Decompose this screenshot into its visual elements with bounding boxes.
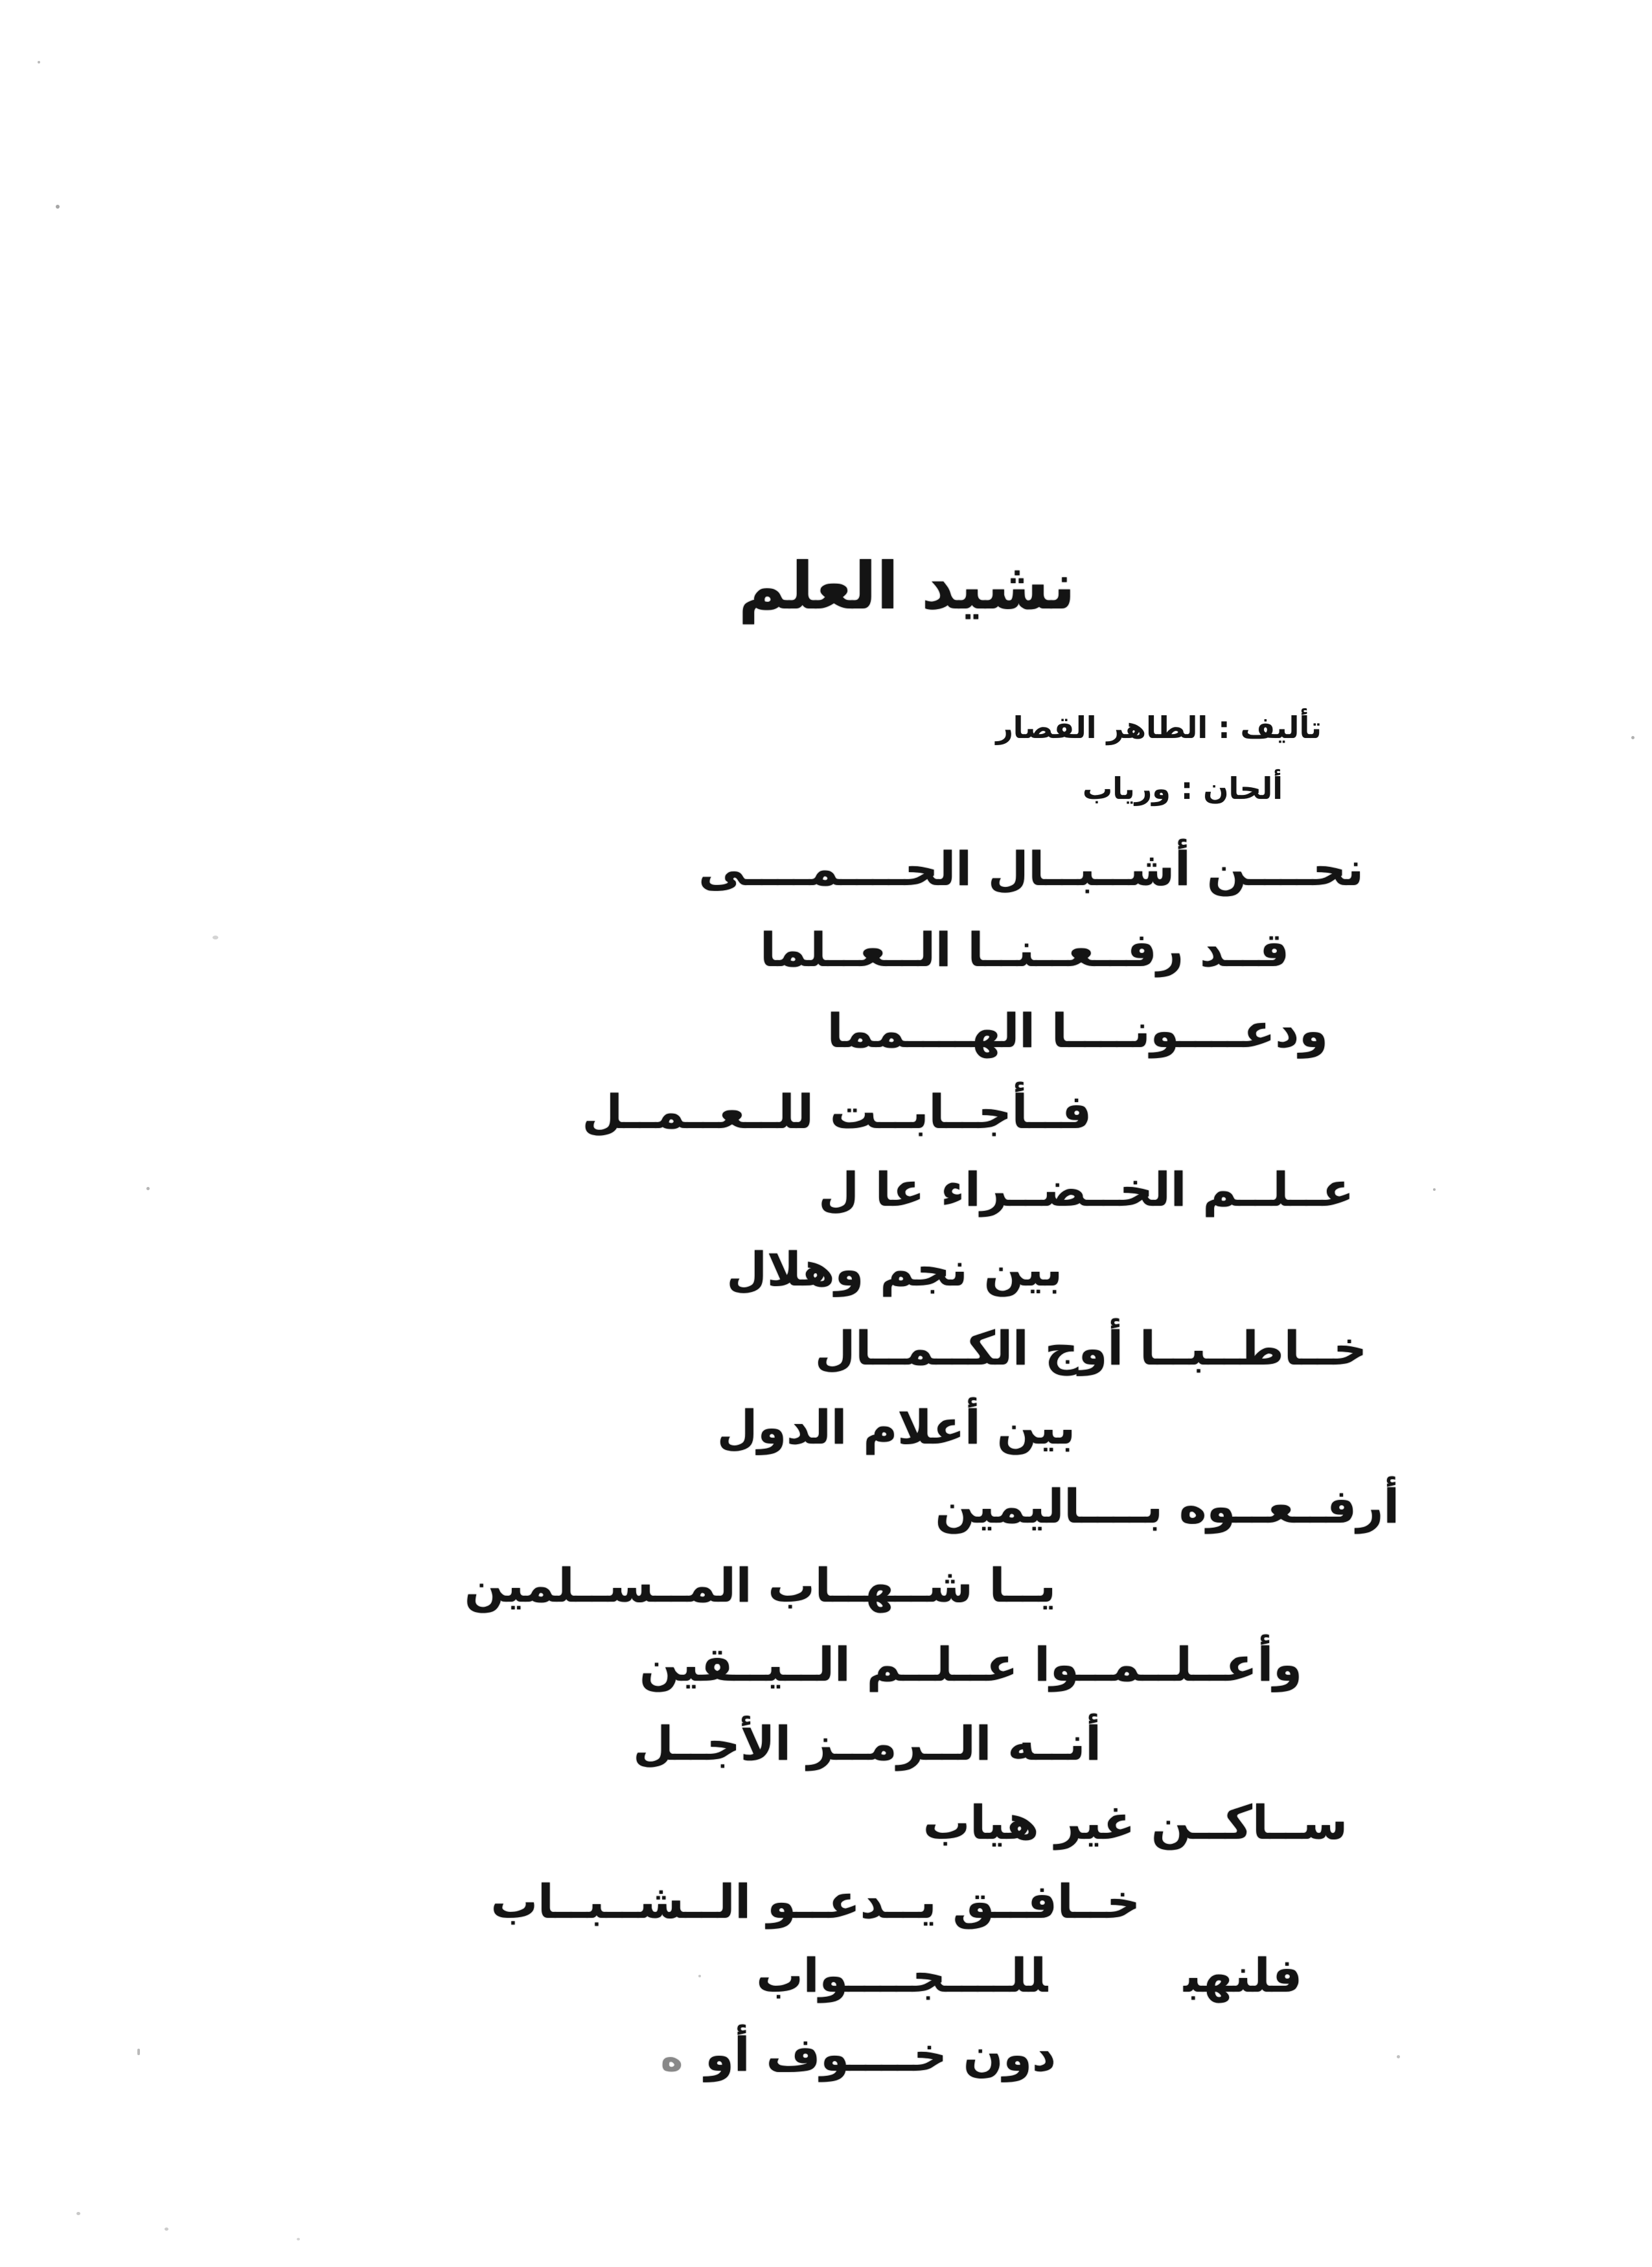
poem-line-6: بين نجم وهلال bbox=[726, 1242, 1062, 1296]
poem-line-12: أنــه الــرمــز الأجــل bbox=[633, 1716, 1101, 1771]
scan-noise-speck bbox=[146, 1187, 150, 1190]
poem-line-11: وأعــلــمــوا عــلــم الــيــقين bbox=[639, 1637, 1302, 1692]
poem-line-2: قــد رفــعــنــا الــعــلما bbox=[760, 923, 1289, 977]
poem-line-14: خــافــق يــدعــو الــشــبــاب bbox=[490, 1874, 1140, 1929]
credit-composer-line: ألحان : ورياب bbox=[1083, 771, 1283, 806]
scan-noise-speck bbox=[38, 61, 40, 63]
poem-line-16 bbox=[661, 2028, 1056, 2082]
scan-noise-speck bbox=[1433, 1188, 1436, 1191]
scan-noise-speck bbox=[698, 1975, 701, 1977]
scan-noise-speck bbox=[212, 936, 218, 939]
poem-line-3: ودعــــونــــا الهــــمما bbox=[827, 1004, 1328, 1058]
poem-line-4: فــأجــابــت للــعــمــل bbox=[582, 1085, 1092, 1139]
scan-noise-speck bbox=[1631, 736, 1635, 739]
scan-noise-speck bbox=[297, 2238, 300, 2240]
scan-noise-speck bbox=[56, 205, 60, 209]
scan-noise-speck bbox=[165, 2227, 168, 2231]
scan-noise-speck bbox=[1397, 2055, 1400, 2058]
poem-line-15-word-left: للــــجــــواب bbox=[756, 1948, 1048, 2003]
poem-line-15 bbox=[756, 1949, 1302, 2003]
poem-line-8: بين أعلام الدول bbox=[717, 1400, 1075, 1455]
poem-line-1: نحــــن أشــبــال الحــــمــــى bbox=[698, 842, 1364, 896]
poem-line-9: أرفــعــوه بــــاليمين bbox=[935, 1479, 1399, 1534]
poem-line-7: خــاطــبــا أوج الكــمــال bbox=[814, 1321, 1367, 1375]
poem-line-10: يــا شــهــاب المــســلمين bbox=[464, 1558, 1056, 1613]
poem-line-5: عــلــم الخــضــراء عا ل bbox=[818, 1162, 1354, 1217]
page-title: نشيد العلم bbox=[738, 548, 1075, 624]
poem-line-15-word-right: فلنهب bbox=[1184, 1948, 1302, 2003]
poem-line-16-text: دون خــــوف أو bbox=[705, 2027, 1056, 2082]
credit-author-line: تأليف : الطاهر القصار bbox=[996, 710, 1322, 745]
scan-noise-speck bbox=[76, 2212, 80, 2215]
poem-line-13: ســاكــن غير هياب bbox=[923, 1795, 1348, 1850]
scan-noise-speck bbox=[137, 2049, 140, 2055]
poem-line-16-faded-partial-glyph: ه bbox=[660, 2036, 683, 2080]
